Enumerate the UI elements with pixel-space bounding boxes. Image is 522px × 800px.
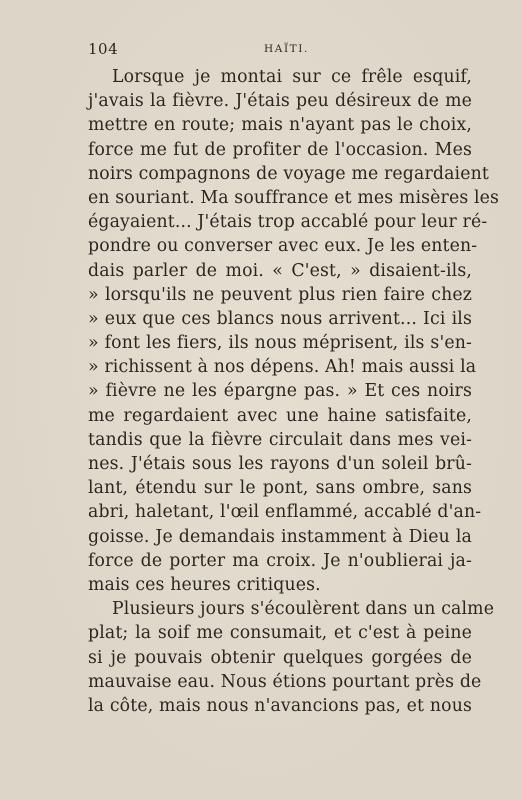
text-line: » eux que ces blancs nous arrivent... Ici ils bbox=[88, 308, 472, 329]
text-line: » lorsqu'ils ne peuvent plus rien faire chez bbox=[88, 284, 472, 305]
running-head: HAÏTI. bbox=[264, 43, 309, 55]
text-line: force me fut de profiter de l'occasion. Mes bbox=[88, 139, 472, 160]
text-line: j'avais la fièvre. J'étais peu désireux de me bbox=[88, 91, 472, 112]
text-line: » font les fiers, ils nous méprisent, ils s'en- bbox=[88, 333, 472, 354]
text-line: Plusieurs jours s'écoulèrent dans un calme bbox=[112, 599, 495, 620]
text-line: mauvaise eau. Nous étions pourtant près de bbox=[88, 671, 482, 692]
text-line: lant, étendu sur le pont, sans ombre, sans bbox=[88, 478, 472, 499]
text-line: nes. J'étais sous les rayons d'un soleil brû- bbox=[88, 454, 472, 474]
text-line: mettre en route; mais n'ayant pas le choix, bbox=[88, 115, 472, 136]
text-line: » fièvre ne les épargne pas. » Et ces noirs bbox=[88, 381, 472, 402]
text-line: tandis que la fièvre circulait dans mes vei- bbox=[88, 429, 472, 450]
text-line: force de porter ma croix. Je n'oublierai ja- bbox=[88, 550, 472, 571]
page-header bbox=[88, 40, 472, 64]
page-number: 104 bbox=[88, 40, 119, 58]
text-line: abri, haletant, l'œil enflammé, accablé d'an- bbox=[88, 502, 482, 523]
text-line: Lorsque je montai sur ce frêle esquif, bbox=[112, 67, 472, 87]
text-line: pondre ou converser avec eux. Je les enten- bbox=[88, 236, 478, 257]
text-line: noirs compagnons de voyage me regardaient bbox=[88, 163, 489, 184]
text-line: dais parler de moi. « C'est, » disaient-ils, bbox=[88, 260, 472, 281]
text-line: égayaient... J'étais trop accablé pour leur ré- bbox=[88, 212, 488, 233]
text-line: si je pouvais obtenir quelques gorgées de bbox=[88, 647, 472, 668]
text-line: mais ces heures critiques. bbox=[88, 574, 321, 595]
body-text bbox=[88, 65, 500, 718]
text-line: » richissent à nos dépens. Ah! mais aussi la bbox=[88, 357, 477, 378]
text-line: goisse. Je demandais instamment à Dieu la bbox=[88, 526, 472, 547]
text-line: me regardaient avec une haine satisfaite, bbox=[88, 405, 472, 426]
text-line: la côte, mais nous n'avancions pas, et nous bbox=[88, 695, 472, 716]
text-line: en souriant. Ma souffrance et mes misères les bbox=[88, 187, 500, 208]
text-line: plat; la soif me consumait, et c'est à peine bbox=[88, 623, 472, 644]
